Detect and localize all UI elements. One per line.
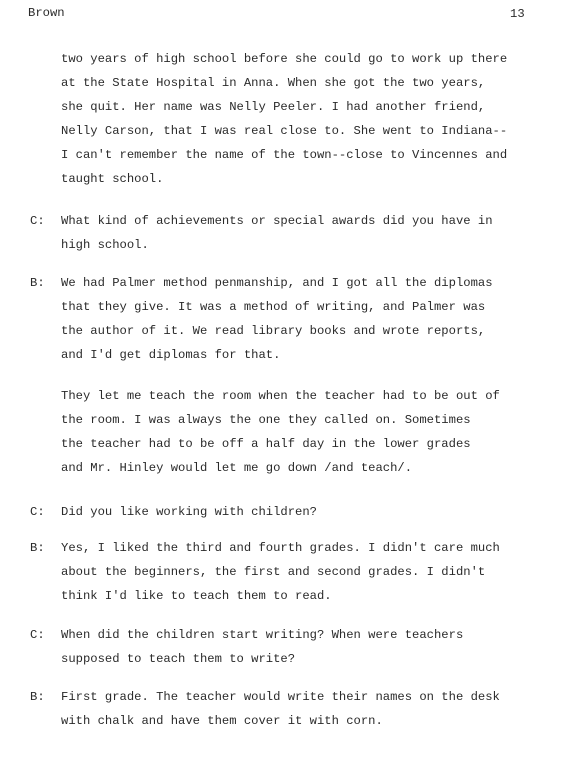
text-line: supposed to teach them to write? bbox=[61, 652, 296, 666]
text-line: I can't remember the name of the town--close to Vincennes and bbox=[61, 148, 508, 162]
text-line: the room. I was always the one they called on. Sometimes bbox=[61, 413, 471, 427]
text-line: We had Palmer method penmanship, and I got all the diplomas bbox=[61, 276, 493, 290]
text-line: Yes, I liked the third and fourth grades. I didn't care much bbox=[61, 541, 500, 555]
text-line: think I'd like to teach them to read. bbox=[61, 589, 332, 603]
text-line: Nelly Carson, that I was real close to. She went to Indiana-- bbox=[61, 124, 508, 138]
text-line: Did you like working with children? bbox=[61, 505, 317, 519]
page-number: 13 bbox=[510, 7, 525, 21]
text-line: and Mr. Hinley would let me go down /and teach/. bbox=[61, 461, 413, 475]
text-line: When did the children start writing? When were teachers bbox=[61, 628, 464, 642]
text-line: They let me teach the room when the teacher had to be out of bbox=[61, 389, 500, 403]
speaker-label: B: bbox=[30, 690, 45, 704]
text-line: the author of it. We read library books and wrote reports, bbox=[61, 324, 486, 338]
text-line: about the beginners, the first and second grades. I didn't bbox=[61, 565, 486, 579]
text-line: the teacher had to be off a half day in the lower grades bbox=[61, 437, 471, 451]
speaker-label: C: bbox=[30, 505, 45, 519]
text-line: at the State Hospital in Anna. When she got the two years, bbox=[61, 76, 486, 90]
speaker-label: C: bbox=[30, 628, 45, 642]
header-interviewee-name: Brown bbox=[28, 6, 65, 20]
text-line: First grade. The teacher would write their names on the desk bbox=[61, 690, 500, 704]
text-line: that they give. It was a method of writing, and Palmer was bbox=[61, 300, 486, 314]
text-line: What kind of achievements or special awards did you have in bbox=[61, 214, 493, 228]
speaker-label: B: bbox=[30, 276, 45, 290]
text-line: with chalk and have them cover it with corn. bbox=[61, 714, 383, 728]
speaker-label: B: bbox=[30, 541, 45, 555]
text-line: and I'd get diplomas for that. bbox=[61, 348, 281, 362]
text-line: taught school. bbox=[61, 172, 164, 186]
text-line: two years of high school before she could go to work up there bbox=[61, 52, 508, 66]
text-line: high school. bbox=[61, 238, 149, 252]
text-line: she quit. Her name was Nelly Peeler. I had another friend, bbox=[61, 100, 486, 114]
speaker-label: C: bbox=[30, 214, 45, 228]
